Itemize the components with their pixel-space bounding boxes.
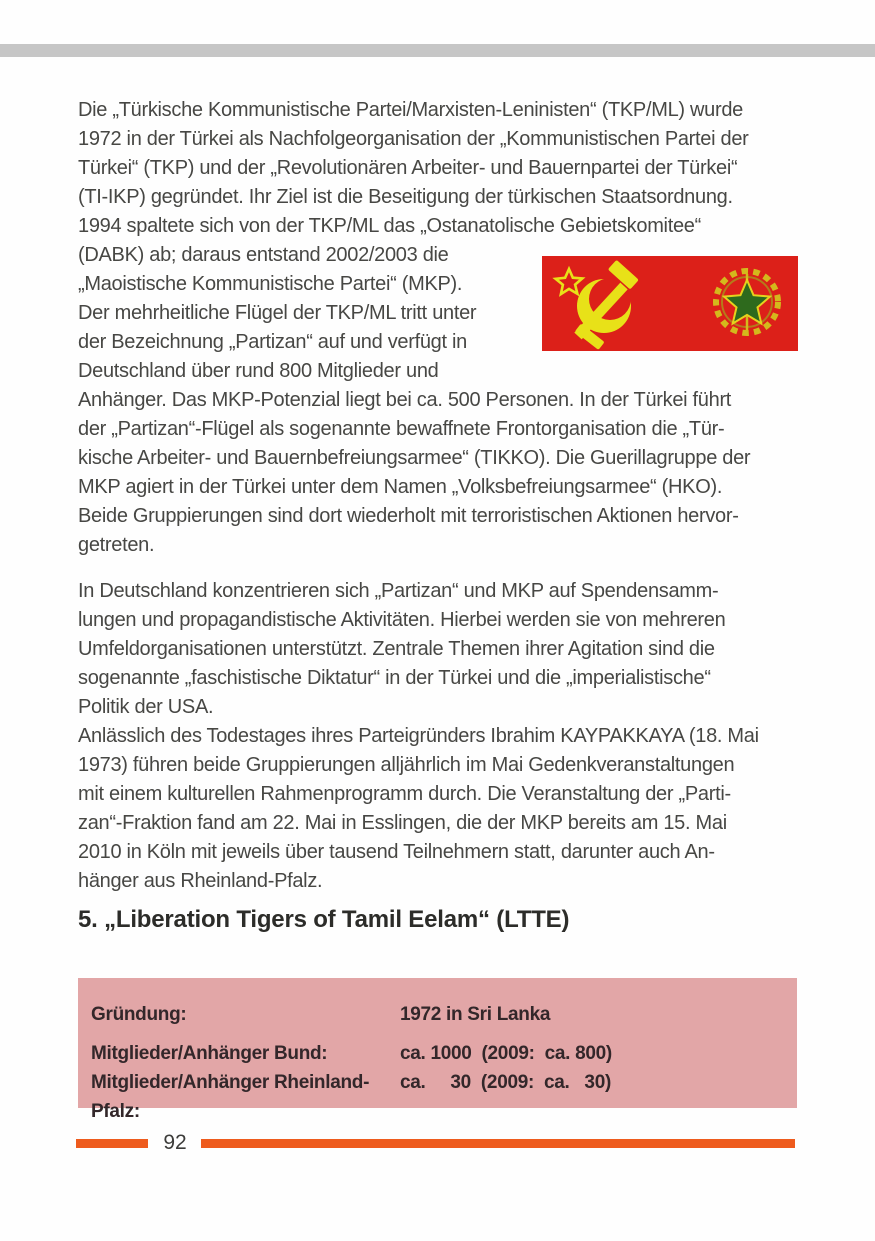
text-line: sogenannte „faschistische Diktatur“ in der Türkei und die „imperialistische“ bbox=[78, 667, 711, 689]
text-line: Türkei“ (TKP) und der „Revolutionären Arbeiter- und Bauernpartei der Türkei“ bbox=[78, 157, 738, 179]
text-line: Politik der USA. bbox=[78, 696, 214, 718]
footer-rule-left bbox=[76, 1139, 148, 1148]
text-line: Beide Gruppierungen sind dort wiederholt mit terroristischen Aktionen hervor- bbox=[78, 505, 739, 527]
page-content bbox=[78, 96, 797, 1122]
text-line: 2010 in Köln mit jeweils über tausend Teilnehmern statt, darunter auch An- bbox=[78, 841, 715, 863]
text-line: (TI-IKP) gegründet. Ihr Ziel ist die Beseitigung der türkischen Staatsordnung. bbox=[78, 186, 733, 208]
text-line: kische Arbeiter- und Bauernbefreiungsarmee“ (TIKKO). Die Guerillagruppe der bbox=[78, 447, 751, 469]
text-line: In Deutschland konzentrieren sich „Partizan“ und MKP auf Spendensamm- bbox=[78, 580, 719, 602]
text-line: Umfeldorganisationen unterstützt. Zentrale Themen ihrer Agitation sind die bbox=[78, 638, 715, 660]
text-line: Die „Türkische Kommunistische Partei/Marxisten-Leninisten“ (TKP/ML) wurde bbox=[78, 99, 743, 121]
flag-image bbox=[542, 256, 798, 351]
info-row-gruendung bbox=[78, 1000, 797, 1029]
text-line: Anhänger. Das MKP-Potenzial liegt bei ca. 500 Personen. In der Türkei führt bbox=[78, 389, 732, 411]
text-line: MKP agiert in der Türkei unter dem Namen „Volksbefreiungsarmee“ (HKO). bbox=[78, 476, 723, 498]
text-line: „Maoistische Kommunistische Partei“ (MKP). bbox=[78, 273, 463, 295]
info-label: Mitglieder/Anhänger Bund: bbox=[91, 1043, 328, 1064]
text-line: 1973) führen beide Gruppierungen alljährlich im Mai Gedenkveranstaltungen bbox=[78, 754, 735, 776]
text-line: (DABK) ab; daraus entstand 2002/2003 die bbox=[78, 244, 449, 266]
info-value: 1972 in Sri Lanka bbox=[400, 1004, 551, 1025]
text-line: Anlässlich des Todestages ihres Parteigründers Ibrahim KAYPAKKAYA (18. Mai bbox=[78, 725, 759, 747]
info-value: ca. 1000 (2009: ca. 800) bbox=[400, 1043, 612, 1064]
info-value: ca. 30 (2009: ca. 30) bbox=[400, 1072, 611, 1093]
text-line: der Bezeichnung „Partizan“ auf und verfügt in bbox=[78, 331, 467, 353]
text-line: mit einem kulturellen Rahmenprogramm durch. Die Veranstaltung der „Parti- bbox=[78, 783, 731, 805]
ltte-info-box bbox=[78, 978, 797, 1122]
page-top-bar bbox=[0, 44, 875, 57]
text-line: 1972 in der Türkei als Nachfolgeorganisation der „Kommunistischen Partei der bbox=[78, 128, 749, 150]
text-line: zan“-Fraktion fand am 22. Mai in Esslingen, die der MKP bereits am 15. Mai bbox=[78, 812, 727, 834]
text-line: Deutschland über rund 800 Mitglieder und bbox=[78, 360, 439, 382]
section-heading-ltte: 5. „Liberation Tigers of Tamil Eelam“ (LTTE) bbox=[78, 906, 570, 933]
text-line: 1994 spaltete sich von der TKP/ML das „Ostanatolische Gebietskomitee“ bbox=[78, 215, 701, 237]
text-line: hänger aus Rheinland-Pfalz. bbox=[78, 870, 323, 892]
text-line: lungen und propagandistische Aktivitäten. Hierbei werden sie von mehreren bbox=[78, 609, 726, 631]
info-label: Gründung: bbox=[91, 1004, 187, 1025]
text-line: Der mehrheitliche Flügel der TKP/ML tritt unter bbox=[78, 302, 477, 324]
info-row-mitglieder-bund bbox=[78, 1039, 797, 1068]
info-row-mitglieder-rlp bbox=[78, 1068, 797, 1126]
text-line: getreten. bbox=[78, 534, 155, 556]
footer-rule-right bbox=[201, 1139, 795, 1148]
paragraph-deutschland bbox=[78, 577, 759, 896]
text-line: der „Partizan“-Flügel als sogenannte bewaffnete Frontorganisation die „Tür- bbox=[78, 418, 725, 440]
info-label: Mitglieder/Anhänger Rheinland-Pfalz: bbox=[91, 1072, 370, 1122]
page-number: 92 bbox=[163, 1131, 187, 1154]
